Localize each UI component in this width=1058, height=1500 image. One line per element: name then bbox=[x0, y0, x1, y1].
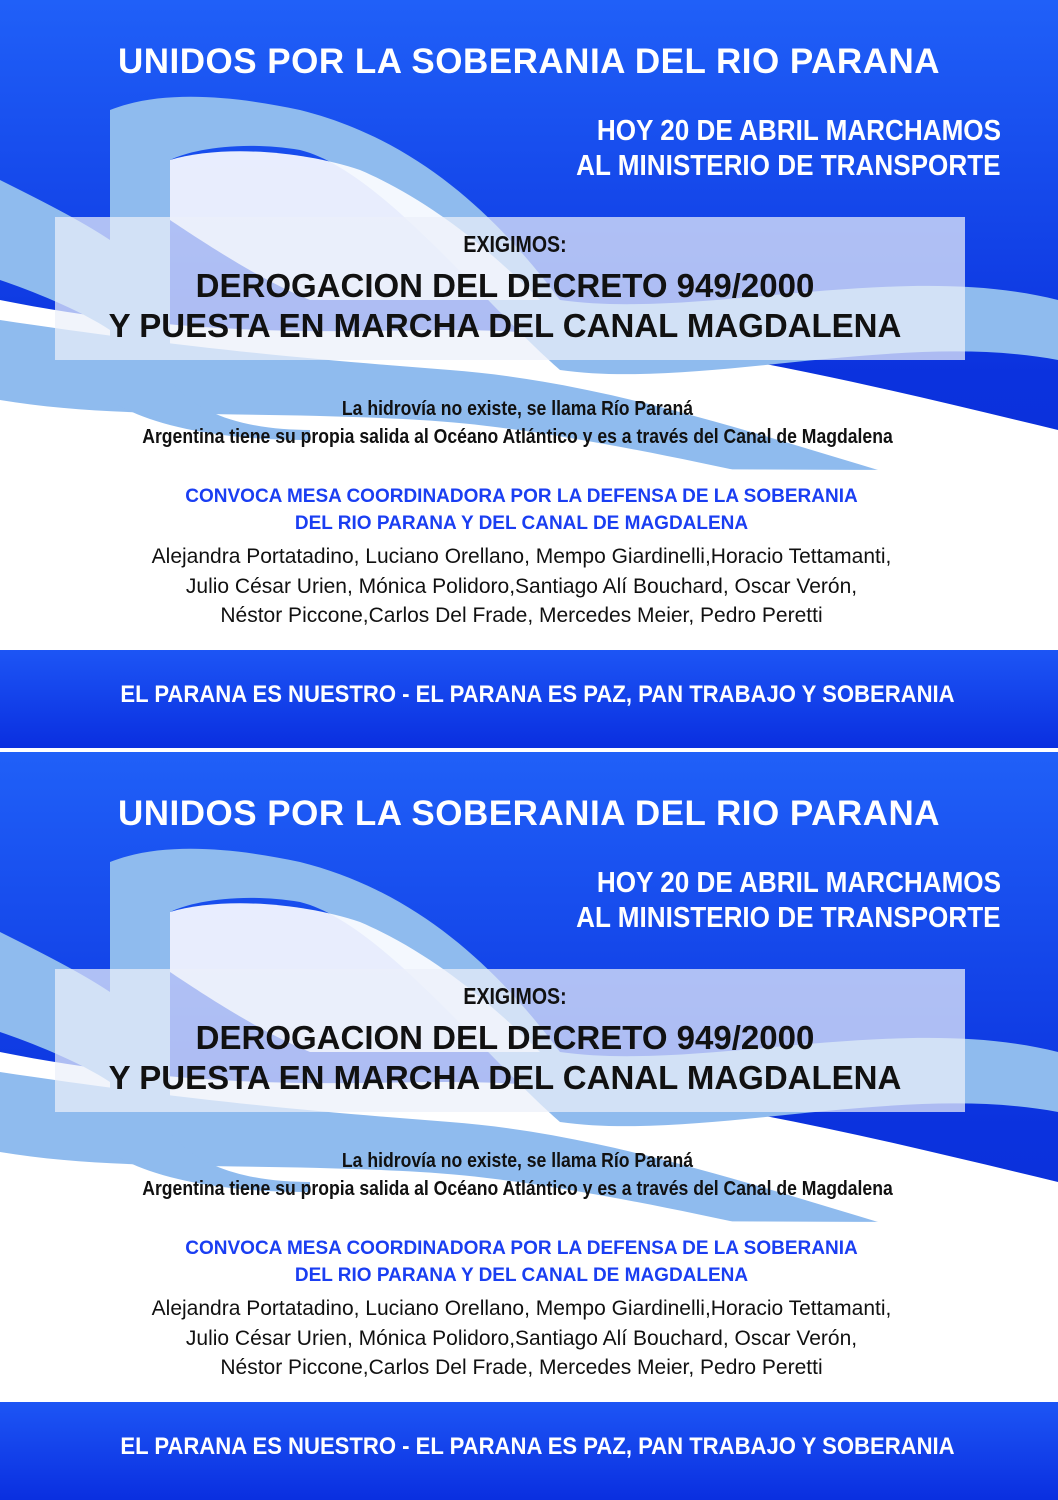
names-line-3: Néstor Piccone,Carlos Del Frade, Mercedes Meier, Pedro Peretti bbox=[220, 1356, 823, 1379]
footer-slogan: EL PARANA ES NUESTRO - EL PARANA ES PAZ, PAN TRABAJO Y SOBERANIA bbox=[120, 681, 955, 708]
names-line-1: Alejandra Portatadino, Luciano Orellano, Mempo Giardinelli,Horacio Tettamanti, bbox=[151, 1297, 892, 1320]
flyer-title: UNIDOS POR LA SOBERANIA DEL RIO PARANA bbox=[117, 42, 941, 81]
march-destination-line: AL MINISTERIO DE TRANSPORTE bbox=[576, 150, 1001, 182]
flag-background bbox=[0, 752, 1058, 1500]
footer-slogan: EL PARANA ES NUESTRO - EL PARANA ES PAZ, PAN TRABAJO Y SOBERANIA bbox=[120, 1433, 955, 1460]
demand-line-1: DEROGACION DEL DECRETO 949/2000 bbox=[195, 267, 815, 304]
flyer-2 bbox=[0, 752, 1058, 1500]
info-line-1: La hidrovía no existe, se llama Río Paraná bbox=[341, 398, 694, 420]
exigimos-heading: EXIGIMOS: bbox=[463, 231, 567, 257]
exigimos-heading: EXIGIMOS: bbox=[463, 983, 567, 1009]
convoca-line-2: DEL RIO PARANA Y DEL CANAL DE MAGDALENA bbox=[294, 1265, 749, 1286]
info-line-2: Argentina tiene su propia salida al Océano Atlántico y es a través del Canal de Magdalena bbox=[142, 426, 893, 448]
info-line-2: Argentina tiene su propia salida al Océano Atlántico y es a través del Canal de Magdalena bbox=[142, 1178, 893, 1200]
names-line-2: Julio César Urien, Mónica Polidoro,Santiago Alí Bouchard, Oscar Verón, bbox=[185, 1327, 858, 1350]
demand-line-2: Y PUESTA EN MARCHA DEL CANAL MAGDALENA bbox=[108, 1059, 902, 1096]
info-line-1: La hidrovía no existe, se llama Río Paraná bbox=[341, 1150, 694, 1172]
flag-background bbox=[0, 0, 1058, 748]
names-line-3: Néstor Piccone,Carlos Del Frade, Mercedes Meier, Pedro Peretti bbox=[220, 604, 823, 627]
convoca-line-2: DEL RIO PARANA Y DEL CANAL DE MAGDALENA bbox=[294, 513, 749, 534]
flyer-title: UNIDOS POR LA SOBERANIA DEL RIO PARANA bbox=[117, 794, 941, 833]
demand-line-1: DEROGACION DEL DECRETO 949/2000 bbox=[195, 1019, 815, 1056]
names-line-1: Alejandra Portatadino, Luciano Orellano, Mempo Giardinelli,Horacio Tettamanti, bbox=[151, 545, 892, 568]
convoca-line-1: CONVOCA MESA COORDINADORA POR LA DEFENSA DE LA SOBERANIA bbox=[185, 1238, 858, 1259]
convoca-line-1: CONVOCA MESA COORDINADORA POR LA DEFENSA DE LA SOBERANIA bbox=[185, 486, 858, 507]
march-destination-line: AL MINISTERIO DE TRANSPORTE bbox=[576, 902, 1001, 934]
flyer-1 bbox=[0, 0, 1058, 748]
names-line-2: Julio César Urien, Mónica Polidoro,Santiago Alí Bouchard, Oscar Verón, bbox=[185, 575, 858, 598]
march-date-line: HOY 20 DE ABRIL MARCHAMOS bbox=[596, 115, 1001, 147]
demand-line-2: Y PUESTA EN MARCHA DEL CANAL MAGDALENA bbox=[108, 307, 902, 344]
march-date-line: HOY 20 DE ABRIL MARCHAMOS bbox=[596, 867, 1001, 899]
